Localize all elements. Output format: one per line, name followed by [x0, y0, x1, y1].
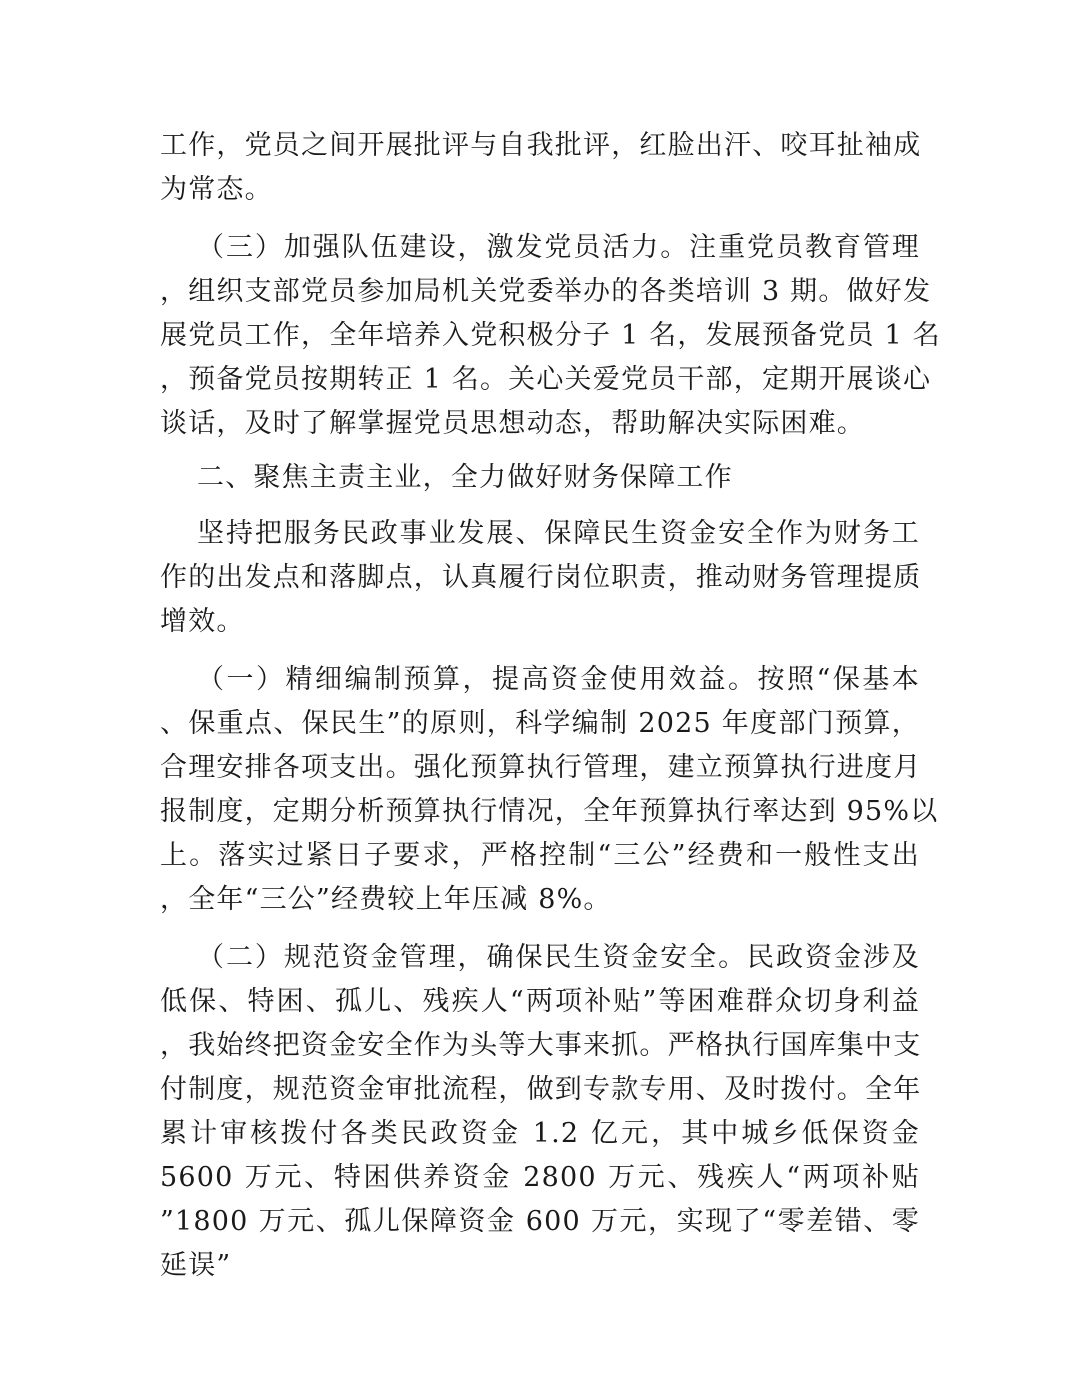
- text-line: ，我始终把资金安全作为头等大事来抓。严格执行国库集中支: [160, 1030, 922, 1061]
- text-line: ，全年“三公”经费较上年压减 8%。: [160, 884, 612, 915]
- text-line: 谈话，及时了解掌握党员思想动态，帮助解决实际困难。: [160, 408, 865, 439]
- text-line: ，组织支部党员参加局机关党委举办的各类培训 3 期。做好发: [160, 276, 932, 307]
- text-line: 付制度，规范资金审批流程，做到专款专用、及时拨付。全年: [160, 1074, 922, 1105]
- subheading-line: （三）加强队伍建设，激发党员活力。注重党员教育管理: [197, 232, 920, 263]
- text-line: 坚持把服务民政事业发展、保障民生资金安全作为财务工: [197, 518, 920, 549]
- text-line: 低保、特困、孤儿、残疾人“两项补贴”等困难群众切身利益: [160, 986, 920, 1017]
- text-line: 合理安排各项支出。强化预算执行管理，建立预算执行进度月: [160, 752, 922, 783]
- text-line: 延误”: [160, 1250, 232, 1281]
- text-line: 报制度，定期分析预算执行情况，全年预算执行率达到 95%以: [160, 796, 939, 827]
- text-line: 作的出发点和落脚点，认真履行岗位职责，推动财务管理提质: [160, 562, 922, 593]
- subheading-line: （一）精细编制预算，提高资金使用效益。按照“保基本: [197, 664, 920, 695]
- text-line: 增效。: [160, 606, 245, 637]
- text-line: ”1800 万元、孤儿保障资金 600 万元，实现了“零差错、零: [160, 1206, 920, 1237]
- text-line: 工作，党员之间开展批评与自我批评，红脸出汗、咬耳扯袖成: [160, 130, 922, 161]
- text-line: 累计审核拨付各类民政资金 1.2 亿元，其中城乡低保资金: [160, 1118, 920, 1149]
- subheading-line: （二）规范资金管理，确保民生资金安全。民政资金涉及: [197, 942, 920, 973]
- text-line: 上。落实过紧日子要求，严格控制“三公”经费和一般性支出: [160, 840, 920, 871]
- section-heading: 二、聚焦主责主业，全力做好财务保障工作: [197, 462, 733, 493]
- text-line: 、保重点、保民生”的原则，科学编制 2025 年度部门预算，: [160, 708, 920, 739]
- text-line: ，预备党员按期转正 1 名。关心关爱党员干部，定期开展谈心: [160, 364, 932, 395]
- text-line: 为常态。: [160, 174, 273, 205]
- text-line: 展党员工作，全年培养入党积极分子 1 名，发展预备党员 1 名: [160, 320, 941, 351]
- text-line: 5600 万元、特困供养资金 2800 万元、残疾人“两项补贴: [160, 1162, 920, 1193]
